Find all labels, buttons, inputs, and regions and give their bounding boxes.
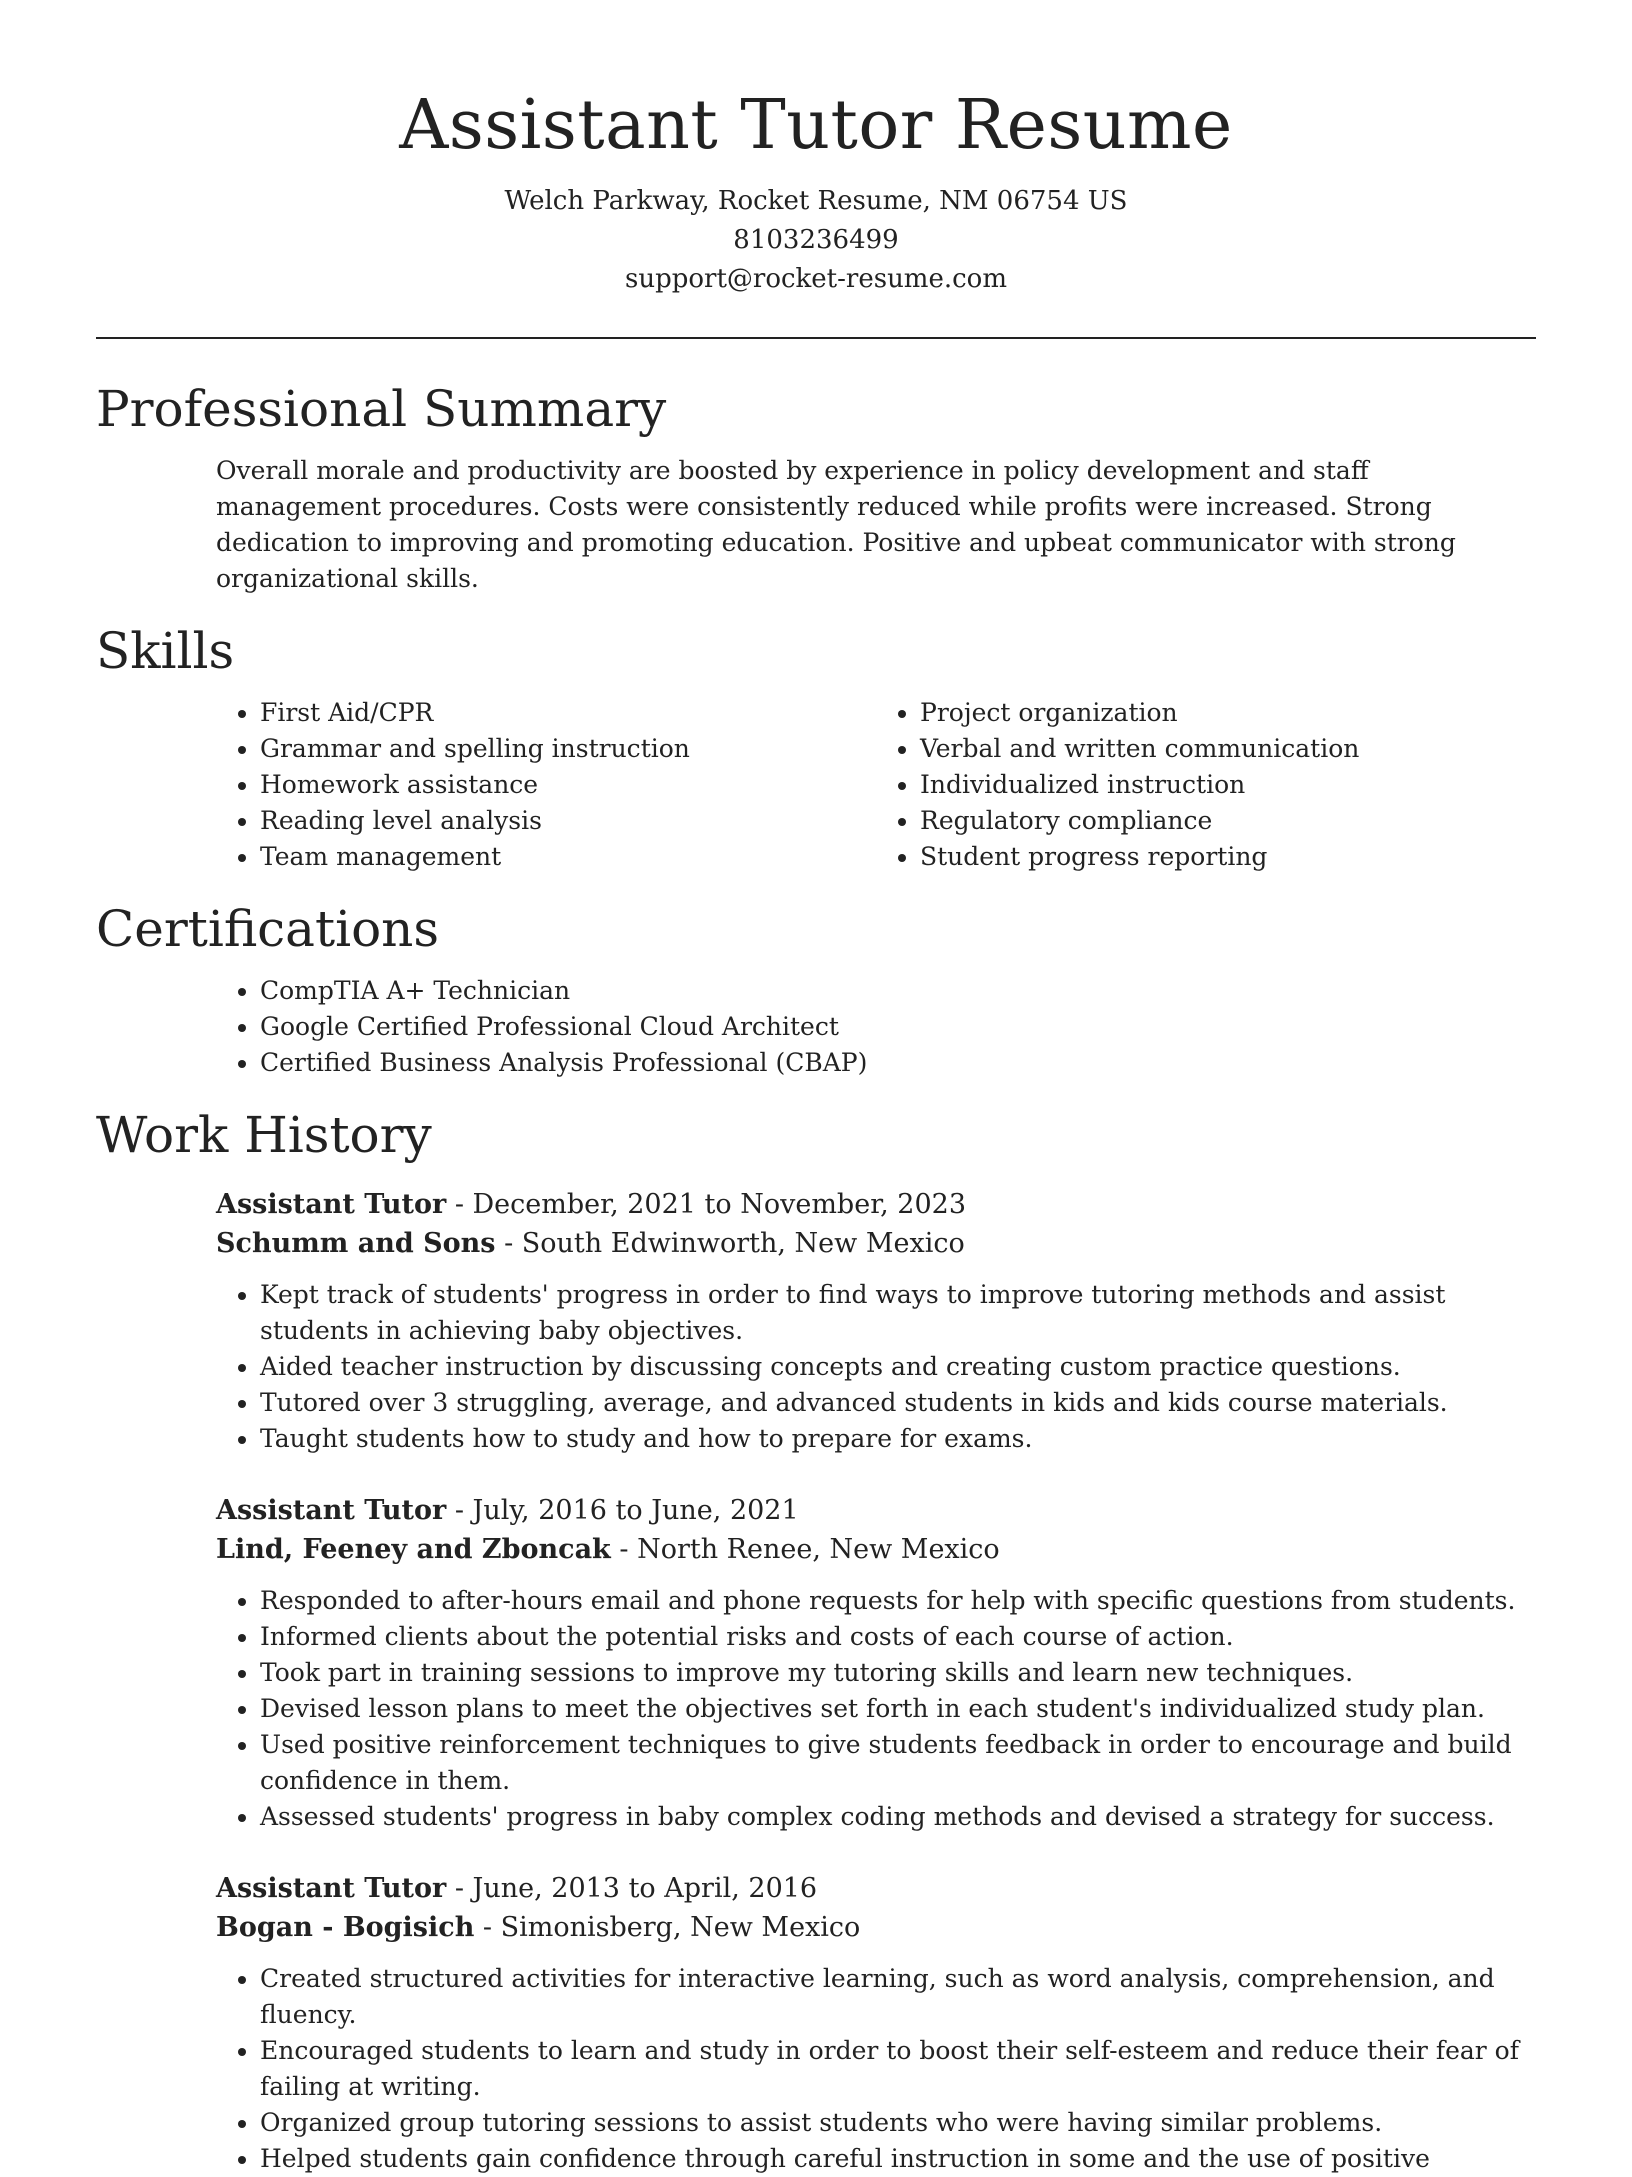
job-title-line [216,1869,1536,1908]
header-divider [96,337,1536,339]
skill-item: • Individualized instruction [920,767,1536,803]
summary-heading: Professional Summary [96,380,667,438]
job-separator: - [610,1534,638,1565]
skill-item: • Grammar and spelling instruction [260,731,876,767]
job-bullet: • Encouraged students to learn and study in order to boost their self-esteem and reduce their fear of failing at writing. [260,2033,1536,2105]
job-entry [96,1491,1536,1835]
job-dates: June, 2013 to April, 2016 [472,1873,818,1904]
job-bullet: • Assessed students' progress in baby complex coding methods and devised a strategy for success. [260,1799,1536,1835]
skill-item: • Student progress reporting [920,839,1536,875]
job-bullets [216,1583,1536,1835]
job-bullet: • Taught students how to study and how to prepare for exams. [260,1421,1536,1457]
job-separator: - [446,1495,473,1526]
skills-heading: Skills [96,622,235,680]
job-employer: Lind, Feeney and Zboncak [216,1534,611,1565]
job-separator: - [446,1189,473,1220]
contact-email: support@rocket-resume.com [624,264,1007,294]
contact-phone: 8103236499 [733,225,899,255]
job-entry [96,1869,1536,2177]
certifications-heading: Certifications [96,900,440,958]
skills-column-right [876,695,1536,875]
job-bullet: • Responded to after-hours email and phone requests for help with specific questions from students. [260,1583,1536,1619]
summary-text: Overall morale and productivity are boosted by experience in policy development and staff management procedures. Costs were consistently reduced while profits were increased. Strong dedication to improving and promoting education. Positive and upbeat communicator with strong organizational skills. [216,456,1456,593]
job-employer-line [216,1530,1536,1569]
skill-item: • Verbal and written communication [920,731,1536,767]
contact-address: Welch Parkway, Rocket Resume, NM 06754 US [504,186,1128,216]
job-bullet: • Devised lesson plans to meet the objectives set forth in each student's individualized study plan. [260,1691,1536,1727]
job-bullet: • Created structured activities for interactive learning, such as word analysis, comprehension, and fluency. [260,1961,1536,2033]
job-entry [96,1185,1536,1457]
job-employer: Bogan - Bogisich [216,1912,475,1943]
resume-title: Assistant Tutor Resume [399,86,1233,165]
certification-item: • Google Certified Professional Cloud Architect [260,1009,1536,1045]
job-employer-line [216,1908,1536,1947]
job-title-line [216,1185,1536,1224]
certification-item: • CompTIA A+ Technician [260,973,1536,1009]
skills-section [96,619,1536,875]
job-bullets [216,1277,1536,1457]
skills-column-left [216,695,876,875]
resume-header [96,0,1536,299]
job-dates: July, 2016 to June, 2021 [472,1495,799,1526]
summary-section [96,377,1536,597]
skill-item: • Reading level analysis [260,803,876,839]
job-title-line [216,1491,1536,1530]
skill-item: • Regulatory compliance [920,803,1536,839]
certifications-section [96,897,1536,1081]
job-role: Assistant Tutor [216,1495,447,1526]
skill-item: • Team management [260,839,876,875]
job-separator: - [446,1873,473,1904]
work-history-heading: Work History [96,1106,432,1164]
skill-item: • Homework assistance [260,767,876,803]
job-employer: Schumm and Sons [216,1228,496,1259]
job-bullet: • Took part in training sessions to improve my tutoring skills and learn new techniques. [260,1655,1536,1691]
job-bullet: • Used positive reinforcement techniques to give students feedback in order to encourage and build confidence in them. [260,1727,1536,1799]
skill-item: • Project organization [920,695,1536,731]
job-bullet: • Informed clients about the potential risks and costs of each course of action. [260,1619,1536,1655]
certification-item: • Certified Business Analysis Professional (CBAP) [260,1045,1536,1081]
job-separator: - [474,1912,501,1943]
job-bullet: • Kept track of students' progress in order to find ways to improve tutoring methods and assist students in achieving baby objectives. [260,1277,1536,1349]
job-bullets [216,1961,1536,2177]
job-separator: - [495,1228,522,1259]
job-role: Assistant Tutor [216,1189,447,1220]
job-bullet: • Tutored over 3 struggling, average, and advanced students in kids and kids course materials. [260,1385,1536,1421]
job-location: South Edwinworth, New Mexico [521,1228,965,1259]
work-history-section [96,1103,1536,2177]
certifications-list [216,973,1536,1081]
job-employer-line [216,1224,1536,1263]
job-location: North Renee, New Mexico [637,1534,1000,1565]
job-bullet: • Aided teacher instruction by discussing concepts and creating custom practice questions. [260,1349,1536,1385]
job-location: Simonisberg, New Mexico [500,1912,861,1943]
job-role: Assistant Tutor [216,1873,447,1904]
skill-item: • First Aid/CPR [260,695,876,731]
job-bullet: • Organized group tutoring sessions to assist students who were having similar problems. [260,2105,1536,2141]
skills-grid [216,695,1536,875]
job-dates: December, 2021 to November, 2023 [472,1189,967,1220]
job-bullet: • Helped students gain confidence through careful instruction in some and the use of positive [260,2141,1536,2177]
